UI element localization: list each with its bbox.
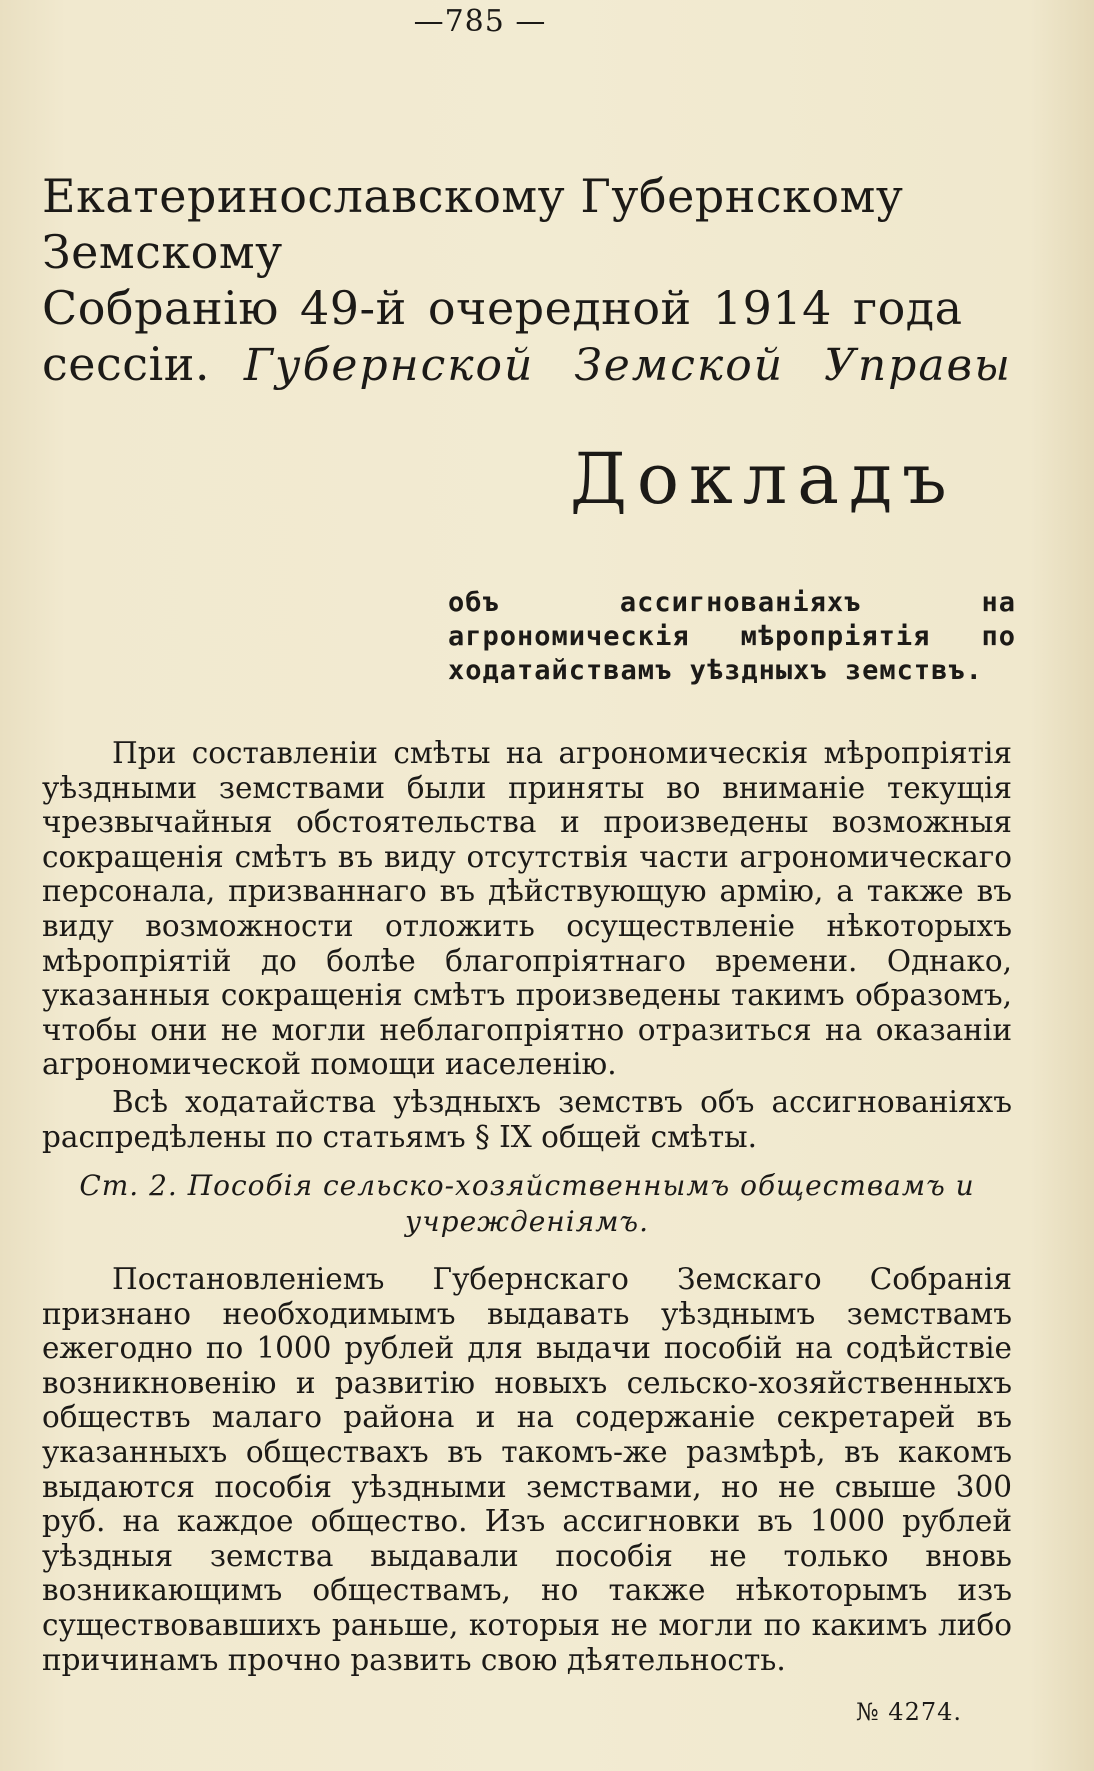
document-number: № 4274.: [855, 1698, 962, 1726]
paragraph-1: При составленіи смѣты на агрономическія мѣропріятія уѣздными земствами были приняты во вниманіе текущія чрезвычайныя обстоятельства и произведены возможныя сокращенія смѣтъ въ виду отсутствія части агрономическаго персонала, призваннаго въ дѣйствующую армію, а также въ виду возможности отложить осуществленіе нѣкоторыхъ мѣропріятій до болѣе благопріятнаго времени. Однако, указанныя сокращенія смѣтъ произведены такимъ образомъ, чтобы они не могли неблагопріятно отразиться на оказаніи агрономической помощи иаселенію.: [42, 736, 1012, 1082]
addressee-line-2: Собранію 49-й очередной 1914 года сессіи.: [42, 281, 963, 391]
board-name: Губернской Земской Управы: [243, 340, 1012, 391]
addressee-line-1: Екатеринославскому Губернскому Земскому: [42, 169, 904, 279]
paragraph-2: Всѣ ходатайства уѣздныхъ земствъ объ ассигнованіяхъ распредѣлены по статьямъ § IX общей смѣты.: [42, 1085, 1012, 1154]
page-number: —785 —: [413, 4, 547, 39]
paragraph-3: Постановленіемъ Губернскаго Земскаго Собранія признано необходимымъ выдавать уѣзднымъ земствамъ ежегодно по 1000 рублей для выдачи пособій на содѣйствіе возникновенію и развитію новыхъ сельско-хозяйственныхъ обществъ малаго района и на содержаніе секретарей въ указанныхъ обществахъ въ такомъ-же размѣрѣ, въ какомъ выдаются пособія уѣздными земствами, но не свыше 300 руб. на каждое общество. Изъ ассигновки въ 1000 рублей уѣздныя земства выдавали пособія не только вновь возникающимъ обществамъ, но также нѣкоторымъ изъ существовавшихъ раньше, которыя не могли по какимъ либо причинамъ прочно развить свою дѣятельность.: [42, 1262, 1012, 1677]
document-subject: объ ассигнованіяхъ на агрономическія мѣропріятія по ходатайствамъ уѣздныхъ земствъ.: [448, 587, 1016, 686]
document-title: Докладъ: [570, 438, 957, 520]
section-heading: Ст. 2. Пособія сельско-хозяйственнымъ обществамъ и учрежденіямъ.: [79, 1169, 975, 1238]
